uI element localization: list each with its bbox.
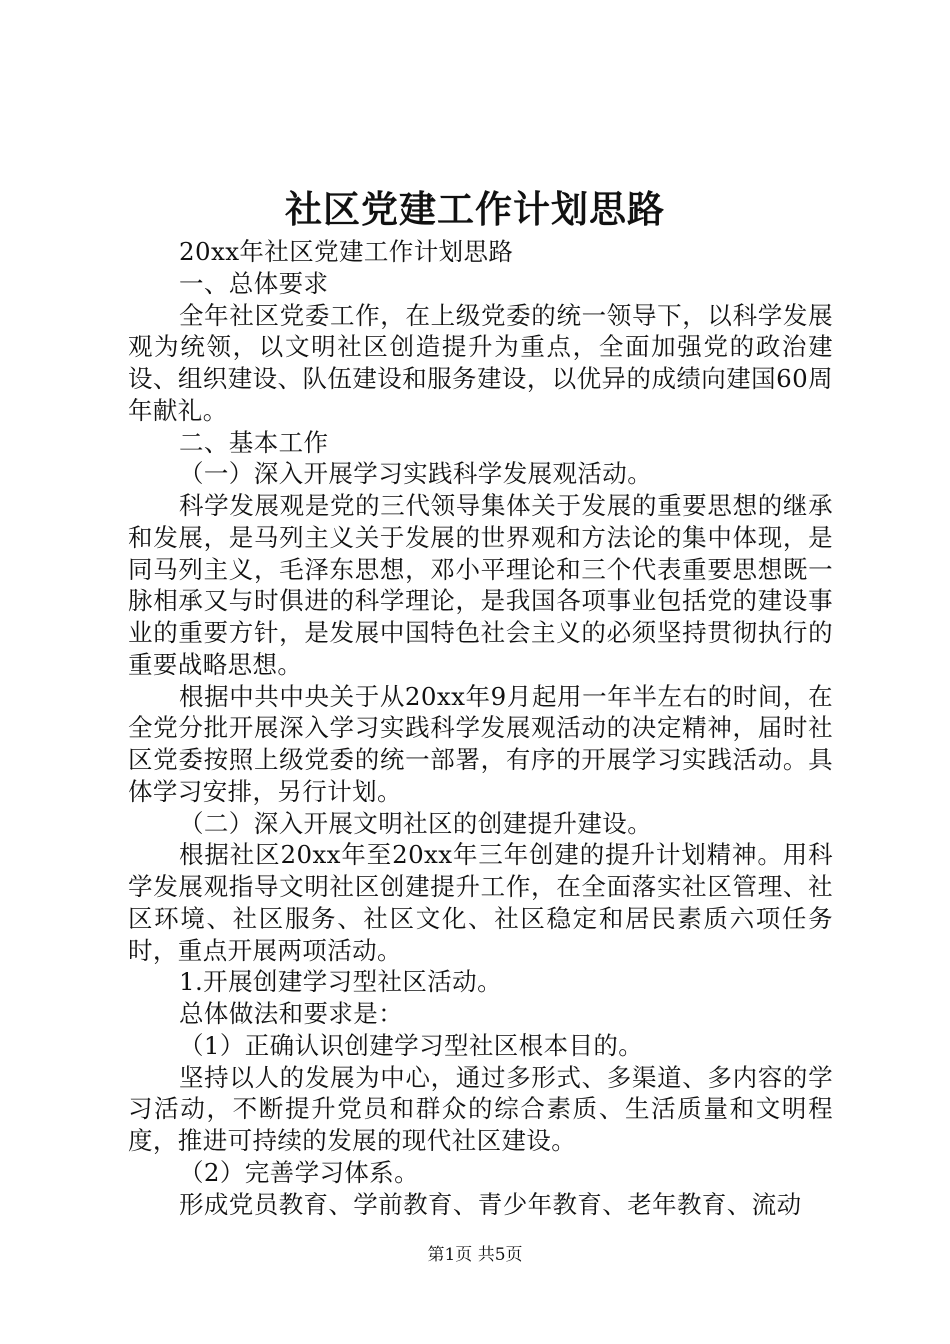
list-heading: 1.开展创建学习型社区活动。 [179, 967, 502, 997]
paragraph: 科学发展观是党的三代领导集体关于发展的重要思想的继承和发展，是马列主义关于发展的世界观和方法论的集中体现，是同马列主义，毛泽东思想，邓小平理论和三个代表重要思想既一脉相承又与时俱进的科学理论，是我国各项事业包括党的建设事业的重要方针，是发展中国特色社会主义的必须坚持贯彻执行的重要战略思想。 [128, 491, 833, 679]
paragraph: 形成党员教育、学前教育、青少年教育、老年教育、流动 [179, 1189, 802, 1219]
paragraph: 根据中共中央关于从20xx年9月起用一年半左右的时间，在全党分批开展深入学习实践科学发展观活动的决定精神，届时社区党委按照上级党委的统一部署，有序的开展学习实践活动。具体学习安排，另行计划。 [128, 681, 833, 806]
paragraph: 全年社区党委工作，在上级党委的统一领导下，以科学发展观为统领，以文明社区创造提升为重点，全面加强党的政治建设、组织建设、队伍建设和服务建设，以优异的成绩向建国60周年献礼。 [128, 300, 833, 425]
list-heading: （1）正确认识创建学习型社区根本目的。 [179, 1030, 644, 1060]
section-heading: 二、基本工作 [179, 427, 329, 457]
section-heading: 一、总体要求 [179, 268, 329, 298]
subsection-heading: （一）深入开展学习实践科学发展观活动。 [179, 459, 653, 489]
paragraph: 20xx年社区党建工作计划思路 [179, 237, 514, 266]
paragraph: 总体做法和要求是： [179, 999, 404, 1028]
page-footer: 第1页 共5页 [427, 1245, 523, 1265]
paragraph: 坚持以人的发展为中心，通过多形式、多渠道、多内容的学习活动，不断提升党员和群众的综合素质、生活质量和文明程度，推进可持续的发展的现代社区建设。 [128, 1062, 833, 1155]
paragraph: 根据社区20xx年至20xx年三年创建的提升计划精神。用科学发展观指导文明社区创建提升工作，在全面落实社区管理、社区环境、社区服务、社区文化、社区稳定和居民素质六项任务时，重点开展两项活动。 [128, 840, 833, 965]
subsection-heading: （二）深入开展文明社区的创建提升建设。 [179, 808, 653, 838]
document-body [128, 236, 833, 1220]
document-title: 社区党建工作计划思路 [285, 187, 665, 231]
list-heading: （2）完善学习体系。 [179, 1157, 420, 1187]
